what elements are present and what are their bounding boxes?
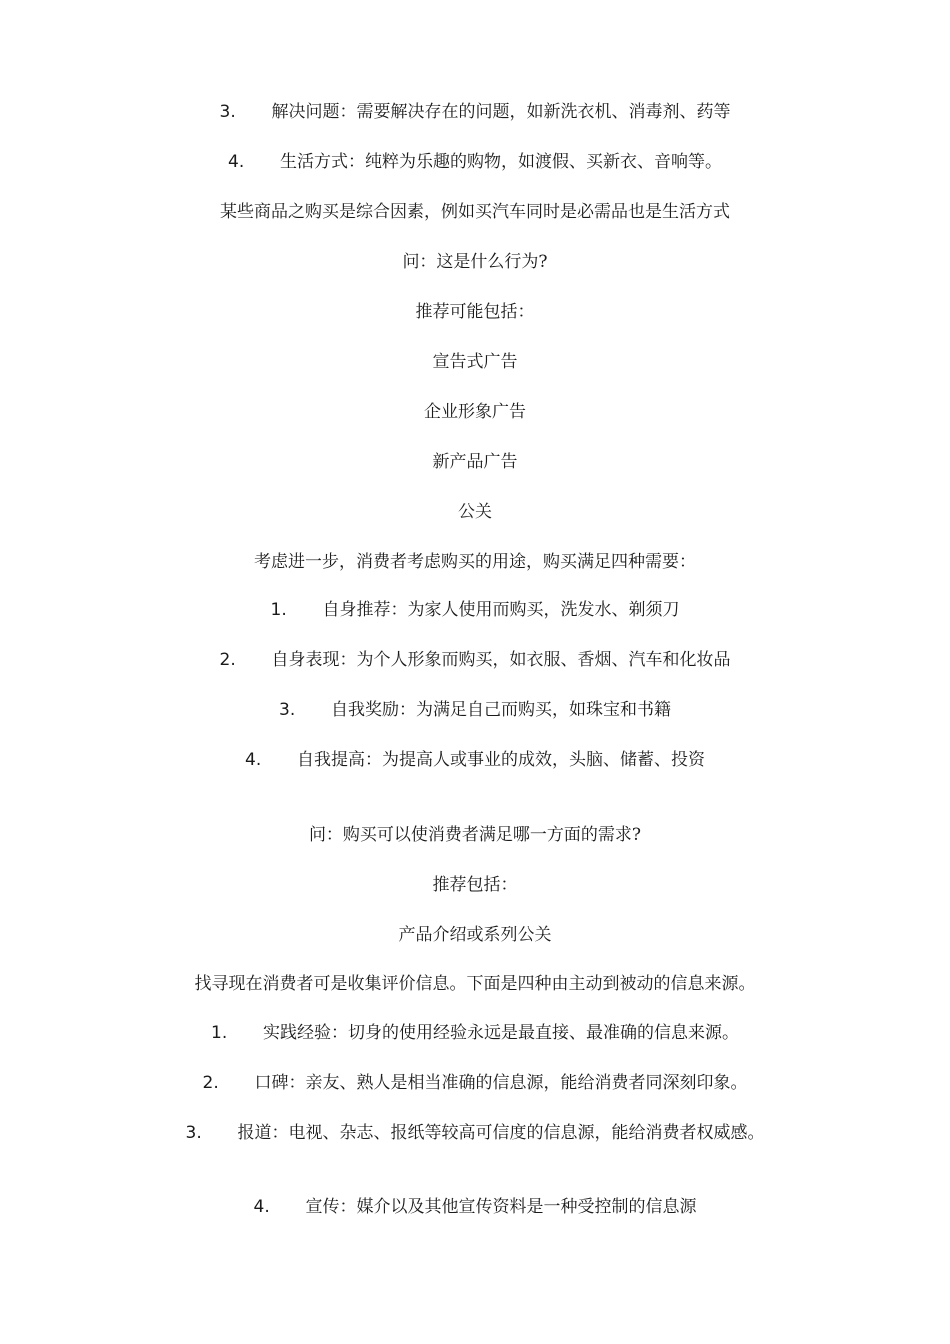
list-text: 实践经验：切身的使用经验永远是最直接、最准确的信息来源。 — [263, 1023, 739, 1043]
list-item — [0, 1071, 950, 1095]
recommend-item: 宣告式广告 — [432, 352, 518, 372]
list-number: 3. — [279, 700, 296, 720]
recommend-item: 公关 — [458, 502, 492, 522]
list-number: 4. — [245, 750, 262, 770]
list-text: 解决问题：需要解决存在的问题，如新洗衣机、消毒剂、药等 — [271, 102, 731, 122]
paragraph: 考虑进一步，消费者考虑购买的用途，购买满足四种需要： — [254, 552, 696, 572]
list-text: 自身表现：为个人形象而购买，如衣服、香烟、汽车和化妆品 — [271, 650, 731, 670]
list-text: 自我提高：为提高人或事业的成效，头脑、储蓄、投资 — [297, 750, 705, 770]
list-item — [0, 100, 950, 124]
list-text: 报道：电视、杂志、报纸等较高可信度的信息源，能给消费者权威感。 — [237, 1123, 765, 1143]
list-item — [0, 1021, 950, 1045]
question-line: 问：购买可以使消费者满足哪一方面的需求? — [308, 825, 642, 845]
list-number: 2. — [219, 650, 236, 670]
list-item — [0, 698, 950, 722]
list-number: 1. — [211, 1023, 228, 1043]
list-text: 自我奖励：为满足自己而购买，如珠宝和书籍 — [331, 700, 671, 720]
list-number: 4. — [253, 1197, 270, 1217]
recommend-item: 企业形象广告 — [424, 402, 526, 422]
list-number: 2. — [202, 1073, 219, 1093]
list-text: 口碑：亲友、熟人是相当准确的信息源，能给消费者同深刻印象。 — [254, 1073, 748, 1093]
recommend-item: 新产品广告 — [432, 452, 518, 472]
paragraph: 某些商品之购买是综合因素，例如买汽车同时是必需品也是生活方式 — [220, 202, 730, 222]
recommend-item: 产品介绍或系列公关 — [398, 925, 552, 945]
paragraph: 找寻现在消费者可是收集评价信息。下面是四种由主动到被动的信息来源。 — [194, 974, 756, 994]
question-line: 问：这是什么行为? — [402, 252, 548, 272]
list-number: 1. — [270, 600, 287, 620]
list-text: 宣传：媒介以及其他宣传资料是一种受控制的信息源 — [305, 1197, 697, 1217]
list-number: 3. — [219, 102, 236, 122]
list-item — [0, 150, 950, 174]
list-number: 4. — [228, 152, 245, 172]
list-item — [0, 648, 950, 672]
list-item — [0, 1195, 950, 1219]
recommend-heading: 推荐包括： — [432, 875, 518, 895]
list-item — [0, 748, 950, 772]
list-item — [0, 1121, 950, 1145]
list-number: 3. — [185, 1123, 202, 1143]
list-item — [0, 598, 950, 622]
recommend-heading: 推荐可能包括： — [415, 302, 535, 322]
list-text: 生活方式：纯粹为乐趣的购物，如渡假、买新衣、音响等。 — [280, 152, 722, 172]
list-text: 自身推荐：为家人使用而购买，洗发水、剃须刀 — [322, 600, 680, 620]
